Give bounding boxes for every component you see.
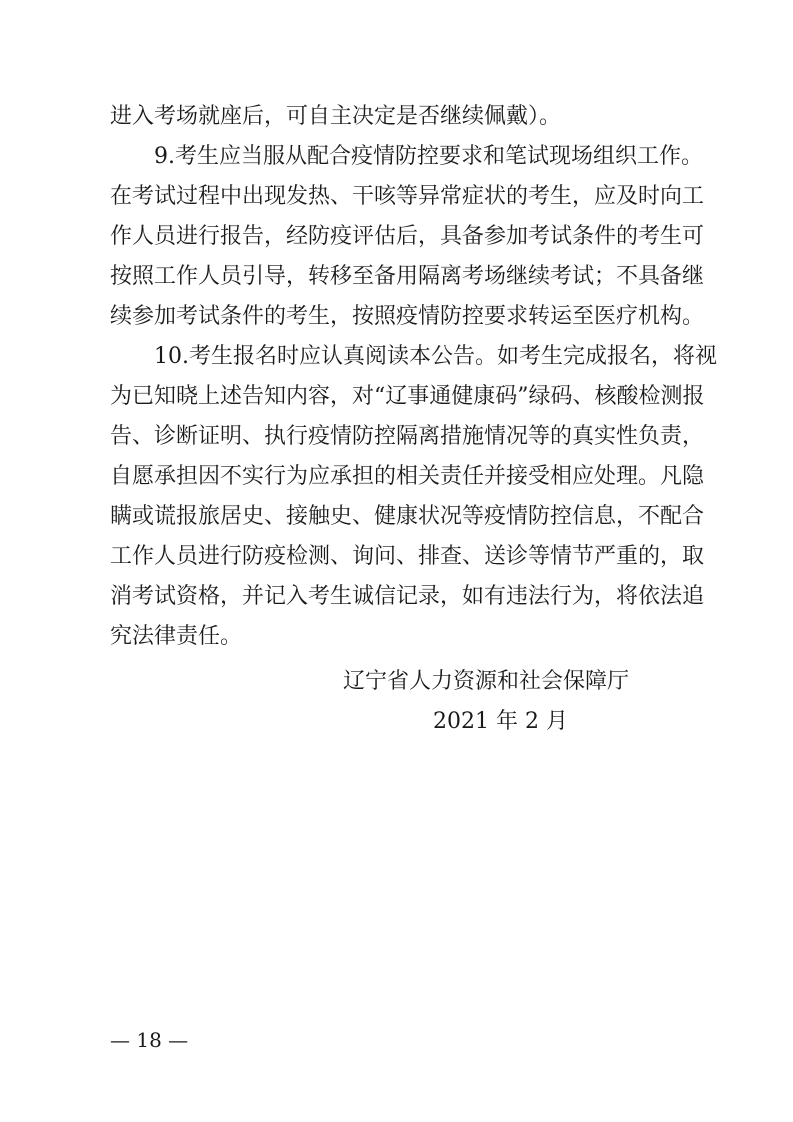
text-line-5: 按照工作人员引导，转移至备用隔离考场继续考试；不具备继 [110, 264, 705, 289]
text-line-7: 10.考生报名时应认真阅读本公告。如考生完成报名，将视 [154, 344, 717, 369]
signature-date-line [0, 702, 793, 742]
paragraph-line [0, 217, 793, 257]
paragraph-line [0, 97, 793, 137]
text-line-2: 9.考生应当服从配合疫情防控要求和笔试现场组织工作。 [154, 144, 703, 169]
text-line-9: 告、诊断证明、执行疫情防控隔离措施情况等的真实性负责， [110, 424, 705, 449]
text-line-10: 自愿承担因不实行为应承担的相关责任并接受相应处理。凡隐 [110, 464, 705, 489]
text-line-6: 续参加考试条件的考生，按照疫情防控要求转运至医疗机构。 [110, 304, 705, 329]
text-line-3: 在考试过程中出现发热、干咳等异常症状的考生，应及时向工 [110, 184, 705, 209]
paragraph-line [0, 257, 793, 297]
text-line-4: 作人员进行报告，经防疫评估后，具备参加考试条件的考生可 [110, 224, 705, 249]
signature-organization-line [0, 662, 793, 702]
paragraph-line [0, 457, 793, 497]
paragraph-line [0, 297, 793, 337]
paragraph-line [0, 177, 793, 217]
text-line-13: 消考试资格，并记入考生诚信记录，如有违法行为，将依法追 [110, 584, 705, 609]
text-line-1: 进入考场就座后，可自主决定是否继续佩戴）。 [110, 104, 562, 129]
paragraph-line [0, 537, 793, 577]
paragraph-line [0, 577, 793, 617]
text-line-12: 工作人员进行防疫检测、询问、排查、送诊等情节严重的，取 [110, 544, 705, 569]
paragraph-line [0, 337, 793, 377]
paragraph-line [0, 377, 793, 417]
signature-organization: 辽宁省人力资源和社会保障厅 [343, 669, 630, 694]
text-line-8: 为已知晓上述告知内容，对“辽事通健康码”绿码、核酸检测报 [110, 384, 705, 409]
paragraph-line [0, 137, 793, 177]
text-line-11: 瞒或谎报旅居史、接触史、健康状况等疫情防控信息，不配合 [110, 504, 705, 529]
text-line-14: 究法律责任。 [110, 624, 243, 649]
paragraph-line [0, 617, 793, 657]
paragraph-line [0, 497, 793, 537]
page-number: — 18 — [110, 1028, 189, 1052]
paragraph-line [0, 417, 793, 457]
signature-date: 2021 年 2 月 [433, 709, 568, 734]
